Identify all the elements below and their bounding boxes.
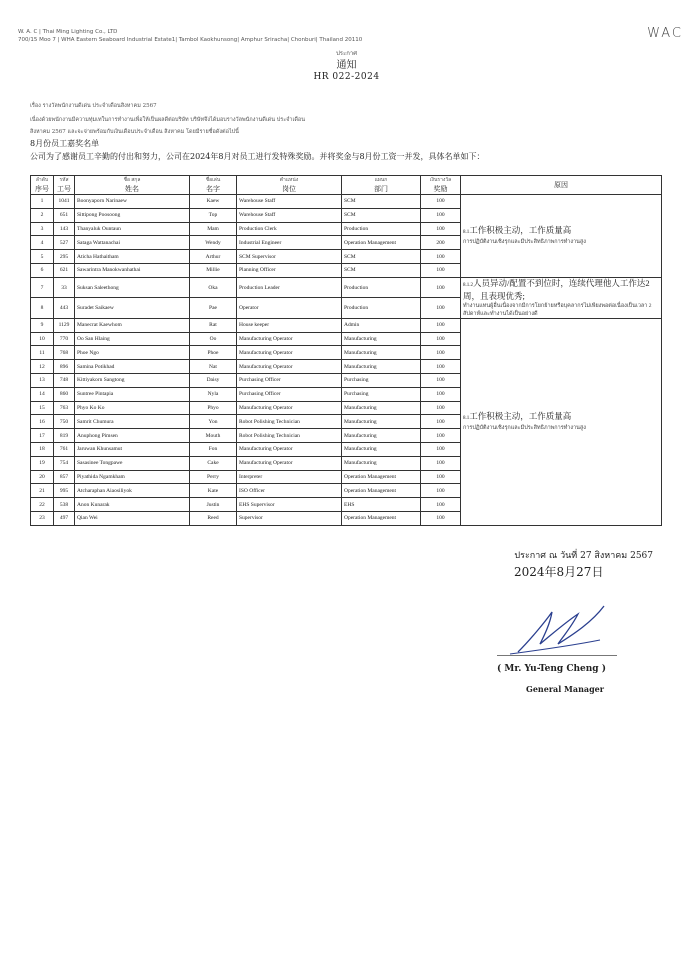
column-header: [237, 176, 342, 195]
employee-id-cell: 1041: [54, 195, 75, 209]
company-name: W. A. C | Thai Ming Lighting Co., LTD: [18, 29, 118, 35]
row-number-cell: 18: [31, 442, 54, 456]
nickname-cell: Fon: [190, 442, 237, 456]
award-amount-cell: 100: [421, 318, 461, 332]
title-thai: ประกาศ: [335, 50, 358, 57]
award-amount-cell: 100: [421, 511, 461, 525]
employee-id-cell: 819: [54, 429, 75, 443]
employee-id-cell: 538: [54, 498, 75, 512]
row-number-cell: 21: [31, 484, 54, 498]
manager-title: General Manager: [526, 684, 604, 694]
award-amount-cell: 100: [421, 429, 461, 443]
signature-line: [497, 655, 617, 656]
employee-name-cell: Kittiyakorn Sangtong: [75, 373, 190, 387]
reason-clause-number: 8.1.2: [463, 282, 473, 288]
position-cell: Manufacturing Operator: [237, 360, 342, 374]
nickname-cell: Justin: [190, 498, 237, 512]
row-number-cell: 19: [31, 456, 54, 470]
employee-name-cell: Phyo Ko Ko: [75, 401, 190, 415]
employee-name-cell: Piyathida Ngamkham: [75, 470, 190, 484]
award-amount-cell: 100: [421, 263, 461, 277]
reason-chinese: [463, 278, 659, 302]
signature-image: [500, 600, 610, 660]
nickname-cell: Reed: [190, 511, 237, 525]
department-cell: EHS: [342, 498, 421, 512]
nickname-cell: Nyla: [190, 387, 237, 401]
position-cell: Purchasing Officer: [237, 373, 342, 387]
position-cell: Production Leader: [237, 277, 342, 298]
reason-chinese-text: 工作积极主动，工作质量高: [469, 225, 572, 236]
column-header: [31, 176, 54, 195]
row-number-cell: 20: [31, 470, 54, 484]
employee-id-cell: 33: [54, 277, 75, 298]
row-number-cell: 12: [31, 360, 54, 374]
nickname-cell: Kaew: [190, 195, 237, 209]
employee-id-cell: 527: [54, 236, 75, 250]
nickname-cell: Pae: [190, 298, 237, 319]
employee-name-cell: Samina Potikhad: [75, 360, 190, 374]
employee-name-cell: Manecrat Kaewhom: [75, 318, 190, 332]
row-number-cell: 7: [31, 277, 54, 298]
row-number-cell: 6: [31, 263, 54, 277]
column-header-thai: รหัส: [59, 178, 69, 183]
reason-chinese: [463, 225, 659, 238]
nickname-cell: Oka: [190, 277, 237, 298]
employee-name-cell: Aticha Hathaitham: [75, 250, 190, 264]
department-cell: Manufacturing: [342, 456, 421, 470]
position-cell: Robot Polishing Technician: [237, 429, 342, 443]
nickname-cell: Arthur: [190, 250, 237, 264]
position-cell: Manufacturing Operator: [237, 456, 342, 470]
position-cell: Production Clerk: [237, 222, 342, 236]
department-cell: SCM: [342, 208, 421, 222]
department-cell: Operation Management: [342, 470, 421, 484]
employee-name-cell: Sittipong Poosoong: [75, 208, 190, 222]
department-cell: Manufacturing: [342, 332, 421, 346]
nickname-cell: Cake: [190, 456, 237, 470]
nickname-cell: Perry: [190, 470, 237, 484]
row-number-cell: 14: [31, 387, 54, 401]
employee-id-cell: 770: [54, 332, 75, 346]
employee-id-cell: 857: [54, 470, 75, 484]
row-number-cell: 5: [31, 250, 54, 264]
reason-clause-number: 8.1: [463, 416, 470, 422]
employee-name-cell: Suksan Saleethong: [75, 277, 190, 298]
reason-cell: [461, 195, 662, 278]
nickname-cell: Phoe: [190, 346, 237, 360]
department-cell: Purchasing: [342, 387, 421, 401]
award-amount-cell: 100: [421, 373, 461, 387]
department-cell: Operation Management: [342, 511, 421, 525]
department-cell: Manufacturing: [342, 401, 421, 415]
award-amount-cell: 100: [421, 332, 461, 346]
announcement-date-thai: ประกาศ ณ วันที่ 27 สิงหาคม 2567: [514, 551, 653, 561]
row-number-cell: 2: [31, 208, 54, 222]
employee-id-cell: 443: [54, 298, 75, 319]
employee-name-cell: Sataga Wattanachai: [75, 236, 190, 250]
nickname-cell: Millie: [190, 263, 237, 277]
award-amount-cell: 200: [421, 236, 461, 250]
column-header: [421, 176, 461, 195]
employee-id-cell: 761: [54, 442, 75, 456]
column-header-chinese: 姓名: [125, 185, 139, 193]
employee-id-cell: 896: [54, 360, 75, 374]
department-cell: SCM: [342, 250, 421, 264]
column-header-chinese: 原因: [554, 181, 568, 189]
award-amount-cell: 100: [421, 401, 461, 415]
employee-name-cell: Sawarintra Manokwanhathai: [75, 263, 190, 277]
reason-clause-number: 8.1: [463, 230, 470, 236]
document-number: HR 022-2024: [313, 72, 380, 82]
employee-name-cell: Boonyaporn Narinaew: [75, 195, 190, 209]
intro-subject-thai: เรื่อง รางวัลพนักงานดีเด่น ประจำเดือนสิงหาคม 2567: [30, 103, 157, 109]
department-cell: Manufacturing: [342, 429, 421, 443]
department-cell: Manufacturing: [342, 415, 421, 429]
position-cell: EHS Supervisor: [237, 498, 342, 512]
row-number-cell: 10: [31, 332, 54, 346]
position-cell: Supervisor: [237, 511, 342, 525]
department-cell: Manufacturing: [342, 346, 421, 360]
reason-chinese: [463, 411, 659, 424]
department-cell: Production: [342, 277, 421, 298]
reason-thai: การปฏิบัติงานเชิงรุกและมีประสิทธิภาพการทำงานสูง: [463, 239, 586, 246]
column-header-thai: ตำแหน่ง: [279, 178, 299, 183]
position-cell: Industrial Engineer: [237, 236, 342, 250]
column-header-thai: ชื่อเล่น: [205, 178, 221, 183]
row-number-cell: 13: [31, 373, 54, 387]
position-cell: SCM Supervisor: [237, 250, 342, 264]
employee-name-cell: Oo San Hlaing: [75, 332, 190, 346]
company-logo: WAC: [647, 26, 683, 41]
employee-id-cell: 754: [54, 456, 75, 470]
award-amount-cell: 100: [421, 208, 461, 222]
employee-id-cell: 763: [54, 401, 75, 415]
award-amount-cell: 100: [421, 222, 461, 236]
employee-id-cell: 497: [54, 511, 75, 525]
position-cell: Manufacturing Operator: [237, 401, 342, 415]
department-cell: Purchasing: [342, 373, 421, 387]
award-amount-cell: 100: [421, 442, 461, 456]
nickname-cell: Nat: [190, 360, 237, 374]
employee-name-cell: Jaruwan Khunsamut: [75, 442, 190, 456]
employee-id-cell: 995: [54, 484, 75, 498]
row-number-cell: 1: [31, 195, 54, 209]
row-number-cell: 4: [31, 236, 54, 250]
position-cell: Purchasing Officer: [237, 387, 342, 401]
award-amount-cell: 100: [421, 498, 461, 512]
table-row: [31, 195, 662, 209]
reason-chinese-text: 工作积极主动，工作质量高: [469, 411, 572, 422]
employee-id-cell: 295: [54, 250, 75, 264]
column-header: [75, 176, 190, 195]
reason-cell: [461, 318, 662, 525]
title-chinese: 通知: [336, 60, 357, 71]
award-amount-cell: 100: [421, 277, 461, 298]
reason-thai: การปฏิบัติงานเชิงรุกและมีประสิทธิภาพการทำงานสูง: [463, 425, 586, 432]
award-amount-cell: 100: [421, 456, 461, 470]
column-header-chinese: 序号: [35, 185, 49, 193]
award-amount-cell: 100: [421, 387, 461, 401]
department-cell: SCM: [342, 195, 421, 209]
position-cell: House keeper: [237, 318, 342, 332]
position-cell: Planning Officer: [237, 263, 342, 277]
award-amount-cell: 100: [421, 346, 461, 360]
employee-id-cell: 651: [54, 208, 75, 222]
position-cell: Warehouse Staff: [237, 208, 342, 222]
award-amount-cell: 100: [421, 484, 461, 498]
employee-name-cell: Anuphong Pimsen: [75, 429, 190, 443]
position-cell: Robot Polishing Technician: [237, 415, 342, 429]
row-number-cell: 16: [31, 415, 54, 429]
column-header: [190, 176, 237, 195]
department-cell: Operation Management: [342, 484, 421, 498]
position-cell: Manufacturing Operator: [237, 346, 342, 360]
column-header: [54, 176, 75, 195]
position-cell: Manufacturing Operator: [237, 442, 342, 456]
reason-thai: ทำงานแทนผู้อื่นเนื่องจากมีการโยกย้ายหรือบุคลากรไม่เพียงพอต่อเนื่องเป็นเวลา 2 สัปดาห์และทำงานได้เป็นอย่างดี: [463, 302, 652, 317]
employee-id-cell: 748: [54, 373, 75, 387]
column-header-thai: ชื่อ สกุล: [123, 178, 141, 183]
employee-name-cell: Atcharaphan Aiaosiliyok: [75, 484, 190, 498]
row-number-cell: 11: [31, 346, 54, 360]
nickname-cell: Kate: [190, 484, 237, 498]
position-cell: ISO Officer: [237, 484, 342, 498]
employee-name-cell: Sasasinee Tongpawe: [75, 456, 190, 470]
nickname-cell: Mam: [190, 222, 237, 236]
nickname-cell: Oo: [190, 332, 237, 346]
nickname-cell: Mouth: [190, 429, 237, 443]
employee-id-cell: 860: [54, 387, 75, 401]
employee-id-cell: 768: [54, 346, 75, 360]
column-header-thai: แผนก: [374, 178, 388, 183]
department-cell: Manufacturing: [342, 442, 421, 456]
nickname-cell: Rat: [190, 318, 237, 332]
announcement-date-chinese: 2024年8月27日: [514, 565, 604, 579]
nickname-cell: Wendy: [190, 236, 237, 250]
table-row: [31, 318, 662, 332]
reason-cell: [461, 277, 662, 318]
row-number-cell: 23: [31, 511, 54, 525]
employee-id-cell: 1129: [54, 318, 75, 332]
employee-name-cell: Phoe Ngo: [75, 346, 190, 360]
department-cell: Manufacturing: [342, 360, 421, 374]
employee-name-cell: Anon Kunarak: [75, 498, 190, 512]
row-number-cell: 15: [31, 401, 54, 415]
company-address: 700/15 Moo 7 | WHA Eastern Seaboard Industrial Estate1| Tambol Kaokhunsong| Amphur Sriracha| Chonburi| Thailand 20110: [18, 37, 363, 43]
table-row: [31, 277, 662, 298]
award-table: [30, 175, 662, 526]
position-cell: Manufacturing Operator: [237, 332, 342, 346]
employee-name-cell: Samrit Chumura: [75, 415, 190, 429]
employee-name-cell: Qian Wei: [75, 511, 190, 525]
award-amount-cell: 100: [421, 298, 461, 319]
award-amount-cell: 100: [421, 360, 461, 374]
nickname-cell: Yon: [190, 415, 237, 429]
company-header: [18, 28, 362, 44]
position-cell: Warehouse Staff: [237, 195, 342, 209]
column-header: [461, 176, 662, 195]
intro-subject-chinese: 8月份员工嘉奖名单: [30, 139, 100, 148]
row-number-cell: 3: [31, 222, 54, 236]
intro-body-chinese: 公司为了感谢员工辛勤的付出和努力，公司在2024年8月对员工进行发特殊奖励。并将奖金与8月份工资一并发，具体名单如下：: [30, 152, 485, 161]
employee-name-cell: Suradet Saikaew: [75, 298, 190, 319]
award-amount-cell: 100: [421, 250, 461, 264]
position-cell: Operator: [237, 298, 342, 319]
manager-name: ( Mr. Yu-Teng Cheng ): [497, 664, 606, 674]
department-cell: Operation Management: [342, 236, 421, 250]
row-number-cell: 8: [31, 298, 54, 319]
award-amount-cell: 100: [421, 195, 461, 209]
position-cell: Interpreter: [237, 470, 342, 484]
row-number-cell: 9: [31, 318, 54, 332]
department-cell: SCM: [342, 263, 421, 277]
table-header-row: [31, 176, 662, 195]
column-header-chinese: 部门: [374, 185, 388, 193]
employee-name-cell: Suntree Pintapia: [75, 387, 190, 401]
department-cell: Production: [342, 222, 421, 236]
nickname-cell: Daisy: [190, 373, 237, 387]
employee-id-cell: 143: [54, 222, 75, 236]
employee-id-cell: 621: [54, 263, 75, 277]
department-cell: Production: [342, 298, 421, 319]
row-number-cell: 22: [31, 498, 54, 512]
award-amount-cell: 100: [421, 470, 461, 484]
department-cell: Admin: [342, 318, 421, 332]
intro-body-thai-2: สิงหาคม 2567 และจะจ่ายพร้อมกับเงินเดือนประจำเดือน สิงหาคม โดยมีรายชื่อดังต่อไปนี้: [30, 129, 239, 135]
employee-id-cell: 750: [54, 415, 75, 429]
column-header-thai: ลำดับ: [35, 178, 49, 183]
column-header-chinese: 名字: [206, 185, 220, 193]
column-header: [342, 176, 421, 195]
column-header-thai: เงินรางวัล: [429, 178, 452, 183]
nickname-cell: Top: [190, 208, 237, 222]
employee-name-cell: Thanyaluk Ountaun: [75, 222, 190, 236]
column-header-chinese: 工号: [57, 185, 71, 193]
award-amount-cell: 100: [421, 415, 461, 429]
reason-chinese-text: 人员异动/配置不到位时，连续代理他人工作达2周，且表现优秀;: [463, 277, 650, 301]
intro-body-thai-1: เนื่องด้วยพนักงานมีความทุ่มเทในการทำงานเพื่อให้เป็นผลดีต่อบริษัท บริษัทจึงได้มอบรางวัลพนักงานดีเด่น ประจำเดือน: [30, 117, 305, 123]
column-header-chinese: 岗位: [282, 185, 296, 193]
row-number-cell: 17: [31, 429, 54, 443]
column-header-chinese: 奖励: [433, 185, 448, 193]
nickname-cell: Phyo: [190, 401, 237, 415]
